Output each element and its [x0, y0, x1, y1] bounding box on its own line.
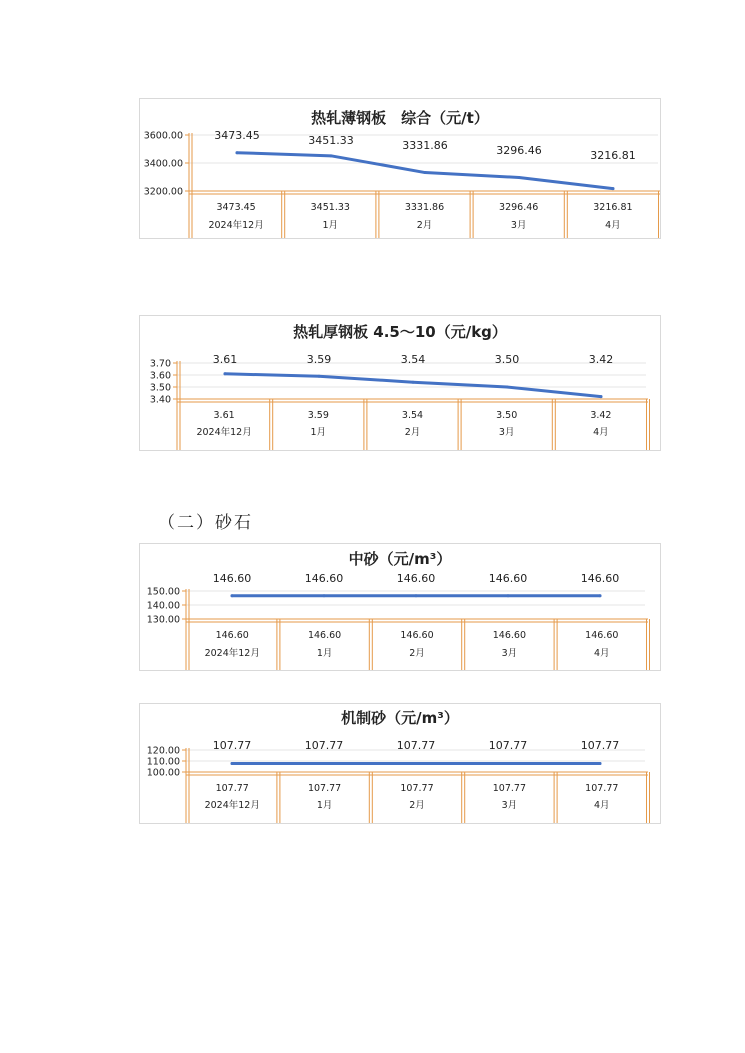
data-label: 107.77	[580, 739, 620, 752]
data-label: 107.77	[212, 739, 252, 752]
data-label: 3331.86	[402, 139, 448, 152]
table-category-cell: 3月	[510, 220, 527, 231]
chart-title: 机制砂（元/m³）	[341, 709, 459, 727]
table-category-cell: 2月	[416, 220, 433, 231]
data-label: 107.77	[304, 739, 344, 752]
data-point	[507, 594, 510, 597]
table-value-cell: 3473.45	[216, 202, 256, 213]
chart-title: 热轧薄钢板 综合（元/t）	[311, 109, 489, 127]
y-tick-label: 3200.00	[143, 186, 183, 198]
data-label: 3296.46	[496, 144, 542, 157]
table-value-cell: 146.60	[492, 630, 527, 641]
data-label: 146.60	[580, 572, 620, 585]
table-value-cell: 3.50	[496, 410, 518, 421]
y-tick-label: 3.60	[149, 370, 171, 382]
data-point	[412, 381, 415, 384]
chart-svg-1	[140, 316, 660, 450]
y-tick-label: 120.00	[146, 745, 180, 757]
y-tick-label: 3.70	[149, 358, 171, 370]
table-category-cell: 2月	[404, 427, 421, 438]
table-category-cell: 2月	[409, 800, 425, 811]
data-label: 146.60	[488, 572, 528, 585]
table-category-cell: 3月	[501, 800, 518, 811]
data-point	[318, 375, 321, 378]
chart-title: 热轧厚钢板 4.5～10（元/kg）	[293, 323, 507, 341]
table-value-cell: 107.77	[400, 783, 434, 794]
data-label: 3451.33	[308, 134, 354, 147]
data-point	[415, 762, 418, 765]
table-category-cell: 4月	[593, 427, 609, 438]
table-category-cell: 2024年12月	[208, 220, 264, 231]
data-label: 107.77	[488, 739, 528, 752]
chart-svg-2	[140, 544, 660, 670]
table-category-cell: 1月	[310, 427, 327, 438]
y-tick-label: 130.00	[146, 614, 180, 626]
data-label: 3.59	[306, 353, 332, 366]
data-label: 146.60	[396, 572, 436, 585]
data-point	[599, 762, 602, 765]
table-value-cell: 3.54	[401, 410, 424, 421]
table-category-cell: 4月	[594, 800, 610, 811]
data-point	[507, 762, 510, 765]
table-value-cell: 146.60	[307, 630, 342, 641]
y-tick-label: 140.00	[146, 600, 180, 612]
table-value-cell: 3331.86	[404, 202, 445, 213]
data-label: 146.60	[212, 572, 252, 585]
data-point	[612, 187, 615, 190]
y-tick-label: 3.50	[149, 382, 171, 394]
table-value-cell: 3.59	[307, 410, 329, 421]
table-category-cell: 3月	[501, 648, 518, 659]
data-label: 3473.45	[214, 129, 260, 142]
series-line	[225, 374, 601, 397]
series-line	[237, 153, 613, 189]
chart-hot-rolled-thick-plate	[139, 315, 661, 451]
chart-svg-0	[140, 99, 660, 238]
table-category-cell: 3月	[498, 427, 515, 438]
table-category-cell: 4月	[594, 648, 610, 659]
section-heading-sand-gravel: （二）砂石	[158, 513, 253, 533]
y-tick-label: 3.40	[149, 394, 171, 406]
table-category-cell: 1月	[322, 220, 339, 231]
data-label: 3.61	[212, 353, 238, 366]
data-point	[599, 594, 602, 597]
data-point	[236, 151, 239, 154]
table-value-cell: 3.42	[590, 410, 612, 421]
data-point	[415, 594, 418, 597]
table-value-cell: 146.60	[215, 630, 249, 641]
table-value-cell: 146.60	[585, 630, 619, 641]
table-value-cell: 146.60	[400, 630, 434, 641]
y-tick-label: 3600.00	[143, 130, 183, 142]
data-point	[224, 372, 227, 375]
data-label: 3.54	[400, 353, 426, 366]
data-point	[424, 171, 427, 174]
y-tick-label: 150.00	[146, 586, 180, 598]
data-point	[600, 395, 603, 398]
data-point	[231, 594, 234, 597]
table-value-cell: 107.77	[585, 783, 619, 794]
data-label: 3216.81	[590, 149, 636, 162]
chart-svg-3	[140, 704, 660, 823]
chart-hot-rolled-thin-plate	[139, 98, 661, 239]
table-category-cell: 2月	[409, 648, 425, 659]
data-point	[506, 386, 509, 389]
table-category-cell: 4月	[605, 220, 621, 231]
chart-manufactured-sand	[139, 703, 661, 824]
y-tick-label: 100.00	[146, 767, 180, 779]
data-point	[323, 762, 326, 765]
table-category-cell: 2024年12月	[204, 648, 260, 659]
table-value-cell: 3216.81	[593, 202, 633, 213]
table-category-cell: 2024年12月	[204, 800, 260, 811]
data-point	[518, 176, 521, 179]
table-value-cell: 107.77	[307, 783, 342, 794]
table-value-cell: 107.77	[492, 783, 527, 794]
data-point	[323, 594, 326, 597]
table-value-cell: 107.77	[215, 783, 249, 794]
data-label: 3.42	[588, 353, 614, 366]
table-value-cell: 3.61	[213, 410, 235, 421]
table-value-cell: 3451.33	[310, 202, 350, 213]
table-value-cell: 3296.46	[499, 202, 539, 213]
y-tick-label: 3400.00	[143, 158, 183, 170]
data-point	[231, 762, 234, 765]
chart-title: 中砂（元/m³）	[348, 550, 452, 568]
table-category-cell: 1月	[316, 648, 333, 659]
data-label: 107.77	[396, 739, 436, 752]
data-label: 146.60	[304, 572, 344, 585]
data-point	[330, 154, 333, 157]
table-category-cell: 2024年12月	[196, 427, 252, 438]
chart-medium-sand	[139, 543, 661, 671]
y-tick-label: 110.00	[146, 756, 180, 768]
data-label: 3.50	[494, 353, 520, 366]
table-category-cell: 1月	[316, 800, 333, 811]
